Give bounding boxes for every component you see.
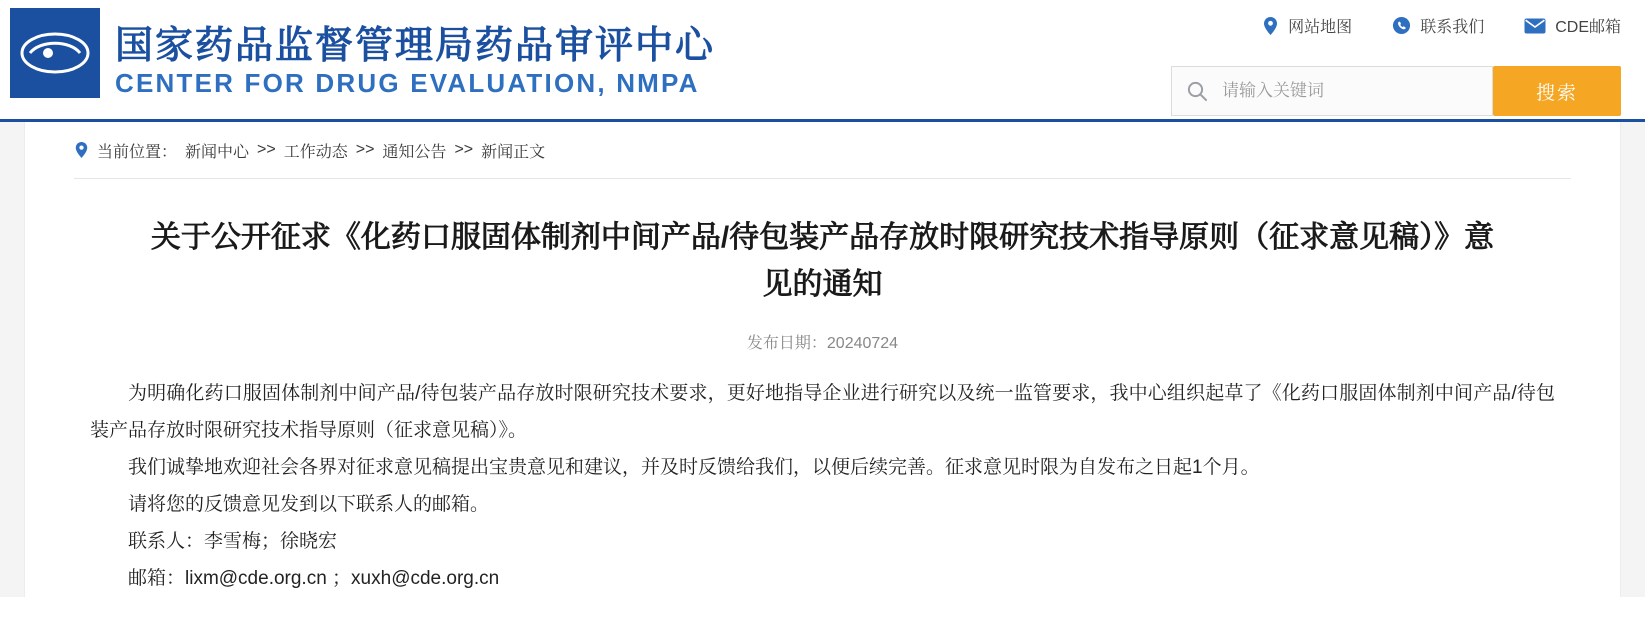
- article: [74, 215, 1571, 597]
- article-body: [90, 375, 1555, 597]
- header-link-sitemap[interactable]: [1262, 14, 1352, 37]
- breadcrumb-item-current: 新闻正文: [481, 143, 546, 161]
- header-link-mail-label: CDE邮箱: [1555, 19, 1621, 36]
- left-rail: [0, 122, 25, 597]
- header-quick-links: [1262, 14, 1621, 37]
- cde-logo[interactable]: [10, 8, 100, 98]
- article-contact-person: 联系人：李雪梅；徐晓宏: [128, 531, 338, 553]
- search-input[interactable]: [1220, 80, 1478, 102]
- content-container: [26, 122, 1619, 597]
- breadcrumb-item-work-updates[interactable]: 工作动态: [283, 143, 348, 161]
- breadcrumb: [74, 122, 1571, 179]
- breadcrumb-separator-2: >>: [355, 141, 375, 158]
- location-pin-icon: [74, 141, 89, 159]
- phone-icon: [1392, 16, 1411, 35]
- mail-icon: [1524, 18, 1546, 34]
- search-box[interactable]: [1171, 66, 1493, 116]
- breadcrumb-separator-3: >>: [454, 141, 474, 158]
- site-title-cn: 国家药品监督管理局药品审评中心: [115, 25, 716, 67]
- header-link-mail[interactable]: [1524, 14, 1621, 37]
- article-paragraph: 请将您的反馈意见发到以下联系人的邮箱。: [128, 494, 490, 516]
- breadcrumb-item-news-center[interactable]: 新闻中心: [185, 143, 250, 161]
- header-link-sitemap-label: 网站地图: [1288, 19, 1353, 36]
- article-contact-email: 邮箱：lixm@cde.org.cn ；xuxh@cde.org.cn: [128, 568, 500, 590]
- breadcrumb-prefix: 当前位置：: [97, 143, 178, 161]
- search-bar: [1171, 66, 1621, 116]
- location-pin-icon: [1262, 16, 1279, 36]
- right-rail: [1620, 122, 1645, 597]
- page-body: [0, 122, 1645, 597]
- breadcrumb-separator-1: >>: [257, 141, 276, 158]
- breadcrumb-item-announcements[interactable]: 通知公告: [382, 143, 447, 161]
- site-header: [0, 0, 1645, 122]
- header-link-contact-label: 联系我们: [1420, 19, 1485, 36]
- search-button[interactable]: 搜索: [1493, 66, 1621, 116]
- site-title-en: CENTER FOR DRUG EVALUATION, NMPA: [115, 68, 700, 98]
- article-paragraph: 我们诚挚地欢迎社会各界对征求意见稿提出宝贵意见和建议，并及时反馈给我们，以便后续完善。征求意见时限为自发布之日起1个月。: [128, 457, 1260, 479]
- article-paragraph: 为明确化药口服固体制剂中间产品/待包装产品存放时限研究技术要求，更好地指导企业进行研究以及统一监管要求，我中心组织起草了《化药口服固体制剂中间产品/待包装产品存放时限研究技术指导原则（征求意见稿）》。: [90, 383, 1555, 442]
- page-title: 关于公开征求《化药口服固体制剂中间产品/待包装产品存放时限研究技术指导原则（征求意见稿）》意见的通知: [150, 221, 1495, 301]
- header-link-contact[interactable]: [1392, 14, 1484, 37]
- search-icon: [1186, 80, 1208, 102]
- publish-date: 发布日期：20240724: [746, 335, 899, 352]
